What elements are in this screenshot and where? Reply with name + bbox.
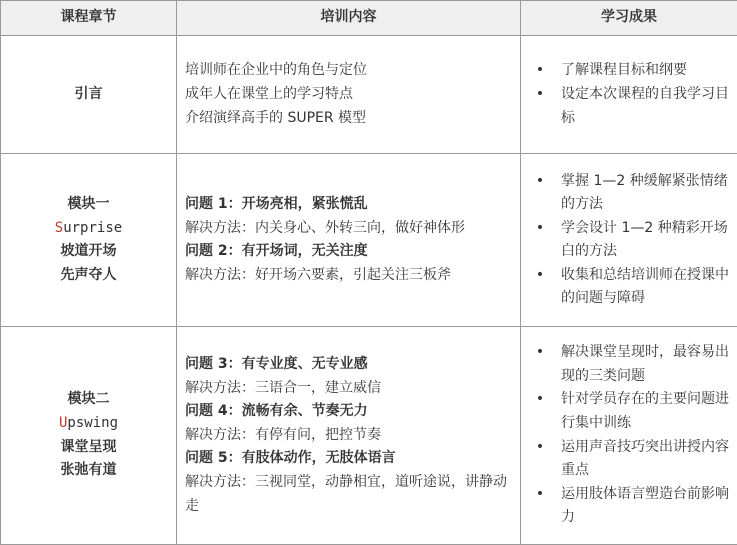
table-row	[1, 36, 737, 154]
list-item: • 收集和总结培训师在授课中的问题与障碍	[533, 264, 733, 311]
module-title: 坡道开场	[60, 243, 117, 260]
list-item: • 学会设计 1—2 种精彩开场白的方法	[533, 217, 733, 264]
list-item: • 了解课程目标和纲要	[533, 59, 733, 83]
problem-line: 问题 3：有专业度、无专业感	[185, 355, 368, 372]
table-row	[1, 327, 737, 545]
keyword-rest: pswing	[67, 414, 118, 431]
table-row	[1, 154, 737, 327]
list-item: • 运用声音技巧突出讲授内容重点	[533, 436, 733, 483]
header-outcome: 学习成果	[521, 1, 737, 36]
module-keyword	[1, 412, 176, 436]
header-row	[1, 1, 737, 36]
content-line: 介绍演绎高手的 SUPER 模型	[185, 109, 367, 126]
module-title: 课堂呈现	[60, 438, 117, 455]
outcome-cell	[521, 327, 737, 545]
module-title: 先声夺人	[60, 266, 117, 283]
solution-line: 解决方法：内关身心、外转三向，做好神体形	[185, 219, 465, 236]
chapter-cell	[1, 154, 177, 327]
module-keyword	[1, 217, 176, 241]
content-cell	[177, 327, 521, 545]
list-item: • 设定本次课程的自我学习目标	[533, 83, 733, 130]
bullet-icon: •	[535, 219, 545, 236]
keyword-initial: U	[58, 414, 68, 431]
content-cell	[177, 154, 521, 327]
chapter-cell	[1, 327, 177, 545]
bullet-icon: •	[535, 485, 545, 502]
solution-line: 解决方法：三语合一，建立威信	[185, 379, 381, 396]
solution-line: 解决方法：三视同堂，动静相宜，道听途说，讲静动走	[185, 473, 507, 514]
bullet-icon: •	[535, 391, 545, 408]
bullet-icon: •	[535, 438, 545, 455]
chapter-cell	[1, 36, 177, 154]
outcome-list	[533, 170, 733, 312]
list-item: • 解决课堂呈现时，最容易出现的三类问题	[533, 341, 733, 388]
bullet-icon: •	[535, 85, 545, 102]
bullet-icon: •	[535, 172, 545, 189]
problem-line: 问题 5：有肢体动作，无肢体语言	[185, 450, 396, 467]
chapter-name: 引言	[74, 85, 103, 102]
list-item: • 针对学员存在的主要问题进行集中训练	[533, 388, 733, 435]
keyword-initial: S	[54, 219, 64, 236]
outcome-cell	[521, 154, 737, 327]
keyword-rest: urprise	[63, 219, 123, 236]
bullet-icon: •	[535, 344, 545, 361]
outcome-cell	[521, 36, 737, 154]
header-content: 培训内容	[177, 1, 521, 36]
solution-line: 解决方法：有停有问，把控节奏	[185, 426, 381, 443]
module-name: 模块一	[67, 196, 110, 213]
list-item: • 运用肢体语言塑造台前影响力	[533, 483, 733, 530]
list-item: • 掌握 1—2 种缓解紧张情绪的方法	[533, 170, 733, 217]
problem-line: 问题 2：有开场词，无关注度	[185, 243, 368, 260]
content-line: 成年人在课堂上的学习特点	[185, 85, 353, 102]
solution-line: 解决方法：好开场六要素，引起关注三板斧	[185, 266, 451, 283]
bullet-icon: •	[535, 266, 545, 283]
problem-line: 问题 1：开场亮相，紧张慌乱	[185, 196, 368, 213]
module-title: 张弛有道	[60, 462, 117, 479]
module-name: 模块二	[67, 391, 110, 408]
content-cell	[177, 36, 521, 154]
content-line: 培训师在企业中的角色与定位	[185, 62, 367, 79]
bullet-icon: •	[535, 62, 545, 79]
outcome-list	[533, 59, 733, 130]
header-chapter: 课程章节	[1, 1, 177, 36]
outcome-list	[533, 341, 733, 530]
problem-line: 问题 4：流畅有余、节奏无力	[185, 403, 368, 420]
